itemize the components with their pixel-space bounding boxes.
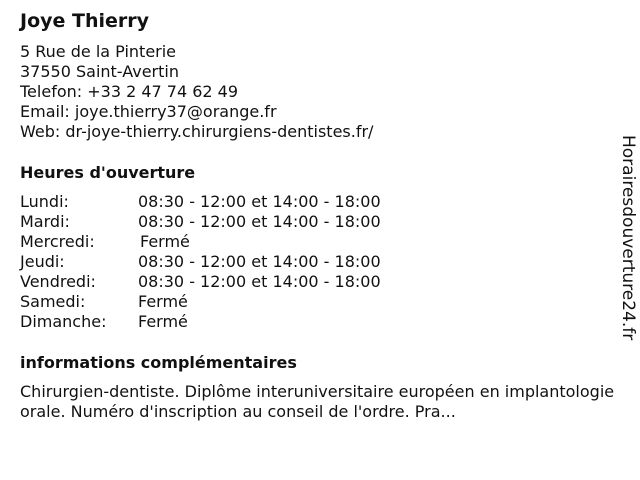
email-text: Email: joye.thierry37@orange.fr: [20, 102, 277, 121]
hours-row: [20, 292, 620, 312]
day-time: Fermé: [140, 232, 190, 251]
day-time: Fermé: [138, 292, 188, 311]
day-time: 08:30 - 12:00 et 14:00 - 18:00: [138, 252, 381, 271]
day-label: Samedi:: [20, 292, 86, 311]
business-card: [20, 8, 620, 422]
hours-row: [20, 252, 620, 272]
info-text: Chirurgien-dentiste. Diplôme interuniversitaire européen en implantologie orale. Numéro d'inscription au conseil de l'ordre. Pra...: [20, 382, 615, 421]
day-label: Lundi:: [20, 192, 69, 211]
hours-row: [20, 212, 620, 232]
day-label: Dimanche:: [20, 312, 107, 331]
web-text: Web: dr-joye-thierry.chirurgiens-dentistes.fr/: [20, 122, 374, 141]
phone-text: Telefon: +33 2 47 74 62 49: [20, 82, 239, 101]
hours-row: [20, 232, 620, 252]
day-time: 08:30 - 12:00 et 14:00 - 18:00: [138, 272, 381, 291]
site-watermark: Horairesdouverture24.fr: [618, 135, 638, 341]
info-title: informations complémentaires: [20, 353, 297, 372]
hours-title: Heures d'ouverture: [20, 163, 196, 182]
day-label: Vendredi:: [20, 272, 96, 291]
hours-row: [20, 312, 620, 332]
day-time: 08:30 - 12:00 et 14:00 - 18:00: [138, 212, 381, 231]
address-line-1: 5 Rue de la Pinterie: [20, 42, 177, 61]
address-line-2: 37550 Saint-Avertin: [20, 62, 179, 81]
day-label: Mardi:: [20, 212, 70, 231]
hours-row: [20, 272, 620, 292]
business-name: Joye Thierry: [20, 10, 150, 32]
day-label: Mercredi:: [20, 232, 95, 251]
day-time: 08:30 - 12:00 et 14:00 - 18:00: [138, 192, 381, 211]
day-label: Jeudi:: [20, 252, 65, 271]
day-time: Fermé: [138, 312, 188, 331]
hours-row: [20, 192, 620, 212]
